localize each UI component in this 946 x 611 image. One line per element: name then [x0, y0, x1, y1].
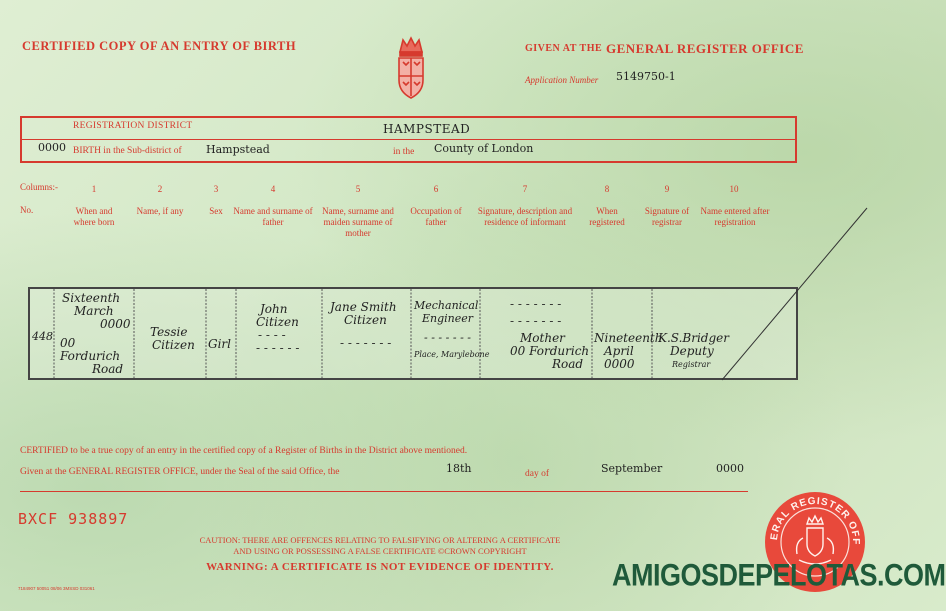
informant-address: 00 Fordurich	[510, 344, 590, 358]
father-first-name: John	[260, 302, 288, 316]
office-title: GENERAL REGISTER OFFICE	[606, 41, 804, 56]
column-heading: When and where born	[73, 206, 115, 227]
birth-date	[62, 292, 132, 331]
birth-place-road: Road	[92, 362, 124, 376]
certificate-year: 0000	[716, 462, 744, 475]
column-heading: When registered	[589, 206, 625, 227]
seal-text: ERAL REGISTER OFF	[768, 495, 862, 546]
column-number: 3	[213, 184, 219, 194]
application-number: 5149750-1	[616, 70, 676, 83]
column-heading: Occupation of father	[410, 206, 462, 227]
occupation-title: Mechanical	[414, 299, 479, 312]
certified-statement: CERTIFIED to be a true copy of an entry in the certified copy of a Register of Births in the District above mentioned.	[20, 446, 468, 456]
caution-line-1: CAUTION: THERE ARE OFFENCES RELATING TO FALSIFYING OR ALTERING A CERTIFICATE	[199, 535, 561, 545]
registrar-name: K.S.Bridger	[658, 331, 729, 345]
column-number: 6	[433, 184, 439, 194]
no-label: No.	[20, 205, 34, 215]
certificate-month: September	[601, 462, 663, 475]
registration-year: 0000	[604, 357, 635, 371]
print-code: 7184907 50051 08/06 3MSSD 031061	[18, 586, 95, 591]
child-first-name: Tessie	[150, 325, 188, 339]
district-name: HAMPSTEAD	[383, 122, 471, 136]
column-number: 10	[729, 184, 739, 194]
column-number: 9	[664, 184, 670, 194]
registrar-title: Deputy	[670, 344, 714, 358]
caution-text	[130, 535, 630, 557]
informant	[510, 298, 589, 371]
birth-place-street: Fordurich	[60, 349, 121, 363]
child-sex: Girl	[208, 337, 231, 351]
mother-dashes: - - - - - - -	[340, 336, 392, 350]
day-of-label: day of	[525, 469, 550, 479]
occupation-dashes: - - - - - - -	[424, 331, 471, 344]
county-name: County of London	[434, 142, 534, 155]
given-statement: Given at the GENERAL REGISTER OFFICE, under the Seal of the said Office, the	[20, 467, 340, 477]
registrar-signature	[658, 332, 729, 371]
father-dashes-lower: - - - - - -	[256, 341, 300, 355]
caution-line-2: AND USING OR POSSESSING A FALSE CERTIFICATE ©CROWN COPYRIGHT	[233, 546, 527, 556]
birth-year: 0000	[100, 317, 131, 331]
registration-day: Nineteenth	[594, 331, 663, 345]
birth-month: March	[74, 304, 114, 318]
informant-dashes-top: - - - - - - -	[510, 297, 562, 311]
certification-rule	[20, 491, 748, 492]
column-heading: Name, surname and maiden surname of mother	[322, 206, 394, 238]
father-surname: Citizen	[256, 315, 299, 329]
birth-place	[60, 337, 134, 376]
column-heading: Sex	[209, 206, 223, 216]
mother-name	[330, 301, 397, 350]
registration-date	[594, 332, 662, 371]
father-occupation	[414, 299, 489, 361]
warning-text: WARNING: A CERTIFICATE IS NOT EVIDENCE OF IDENTITY.	[206, 561, 554, 573]
column-number: 2	[157, 184, 163, 194]
column-heading: Name and surname of father	[233, 206, 313, 227]
occupation-place: Place, Marylebone	[414, 350, 490, 359]
birth-place-number: 00	[60, 336, 76, 350]
cancel-line	[722, 208, 867, 380]
father-dashes: - - - -	[258, 328, 286, 342]
mother-surname: Citizen	[344, 313, 387, 327]
column-heading: Signature of registrar	[644, 206, 690, 227]
birth-label: BIRTH in the Sub-district of	[73, 146, 182, 156]
columns-label: Columns:-	[20, 182, 59, 192]
column-number: 1	[91, 184, 97, 194]
entry-number: 448	[32, 330, 53, 343]
application-label: Application Number	[525, 75, 599, 85]
column-number: 8	[604, 184, 610, 194]
district-label: REGISTRATION DISTRICT	[73, 121, 193, 131]
certificate-day: 18th	[446, 462, 472, 475]
child-name	[150, 326, 195, 352]
registrar-role: Registrar	[672, 360, 711, 369]
watermark-text: AMIGOSDEPELOTAS.COM	[612, 558, 946, 593]
in-the-label: in the	[393, 147, 415, 157]
column-heading: Name, if any	[136, 206, 184, 216]
mother-full-name: Jane Smith	[330, 300, 397, 314]
entry-prefix: 0000	[38, 141, 66, 154]
column-heading: Signature, description and residence of informant	[477, 206, 573, 227]
column-heading: Name entered after registration	[700, 206, 770, 227]
subdistrict-name: Hampstead	[206, 143, 270, 156]
column-number: 4	[270, 184, 276, 194]
child-surname: Citizen	[152, 338, 195, 352]
given-at-label: GIVEN AT THE	[525, 43, 603, 54]
informant-road: Road	[552, 357, 584, 371]
informant-description: Mother	[520, 331, 565, 345]
column-number: 5	[355, 184, 361, 194]
certificate-title: CERTIFIED COPY OF AN ENTRY OF BIRTH	[22, 39, 297, 53]
informant-dashes-mid: - - - - - - -	[510, 314, 562, 328]
column-number: 7	[522, 184, 528, 194]
registration-month: April	[604, 344, 634, 358]
birth-day: Sixteenth	[62, 291, 121, 305]
father-name	[256, 303, 299, 355]
occupation-detail: Engineer	[422, 312, 474, 325]
serial-number: BXCF 938897	[18, 510, 129, 528]
